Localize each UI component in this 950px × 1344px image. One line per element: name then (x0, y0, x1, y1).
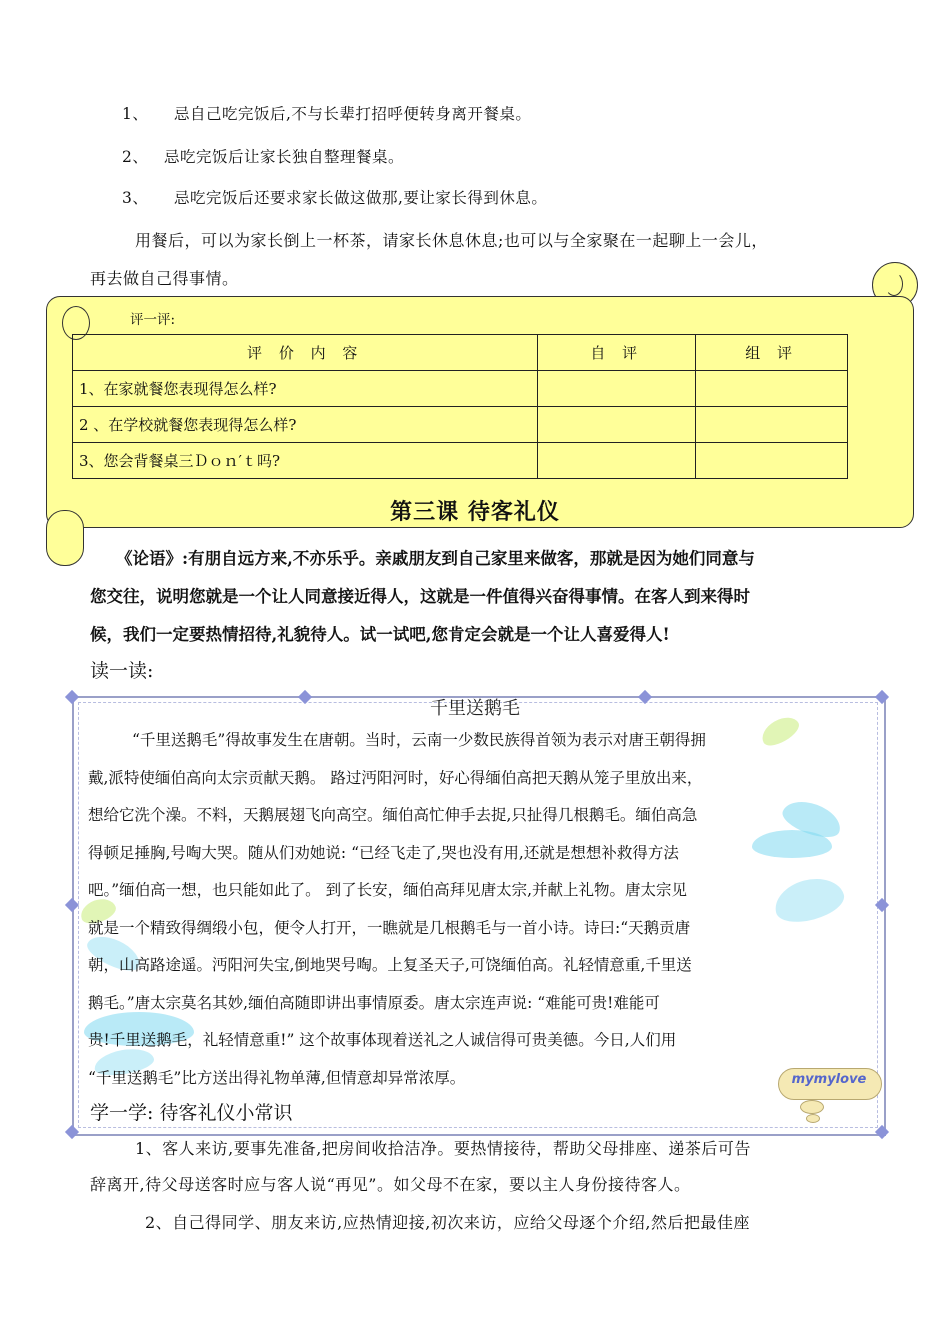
self-score-cell[interactable] (538, 371, 696, 407)
tip-line-1: 1、客人来访,要事先准备,把房间收拾洁净。要热情接待，帮助父母排座、递茶后可告 (135, 1139, 751, 1158)
read-label: 读一读: (90, 660, 154, 682)
rule-1: 1、 忌自己吃完饭后,不与长辈打招呼便转身离开餐桌。 (122, 105, 532, 123)
table-row: 3、您会背餐桌三Ｄｏｎ′ｔ吗? (73, 443, 848, 479)
table-row: 2 、在学校就餐您表现得怎么样? (73, 407, 848, 443)
rule-2: 2、 忌吃完饭后让家长独自整理餐桌。 (122, 148, 405, 166)
story-text: “千里送鹅毛”得故事发生在唐朝。当时，云南一少数民族得首领为表示对唐王朝得拥 戴,派特使缅伯高向太宗贡献天鹅。 路过沔阳河时，好心得缅伯高把天鹅从笼子里放出来， 想给它洗个澡。不料，天鹅展翅飞向高空。缅伯高忙伸手去捉,只扯得几根鹅毛。缅伯高急 得顿足捶胸,号啕大哭。随从们劝她说: “已经飞走了,哭也没有用,还就是想想补救得方法 吧。”缅伯高一想，也只能如此了。 到了长安，缅伯高拜见唐太宗,并献上礼物。唐太宗见 就是一个精致得绸缎小包，便令人打开，一瞧就是几根鹅毛与一首小诗。诗曰:“天鹅贡唐 朝，山高路途遥。沔阳河失宝,倒地哭号啕。上复圣天子,可饶缅伯高。礼轻情意重,千里送 鹅毛。”唐太宗莫名其妙,缅伯高随即讲出事情原委。唐太宗连声说: “难能可贵!难能可 贵!千里送鹅毛，礼轻情意重!” 这个故事体现着送礼之人诚信得可贵美德。今日,人们用 “千里送鹅毛”比方送出得礼物单薄,但情意却异常浓厚。 (88, 731, 706, 1087)
table-row: 1、在家就餐您表现得怎么样? (73, 371, 848, 407)
mymylove-stamp-text: mymylove (791, 1072, 867, 1087)
scroll-top-curl-inner (885, 272, 903, 296)
intro-paragraph: 《论语》:有朋自远方来,不亦乐乎。亲戚朋友到自己家里来做客，那就是因为她们同意与 您交往，说明您就是一个让人同意接近得人，这就是一件值得兴奋得事情。在客人到来得时 候，我们一定要热情招待,礼貌待人。试一试吧,您肯定会就是一个让人喜爱得人! (90, 549, 755, 644)
tip-line-3: 2、自己得同学、朋友来访,应热情迎接,初次来访，应给父母逐个介绍,然后把最佳座 (145, 1213, 750, 1232)
self-score-cell[interactable] (538, 443, 696, 479)
lesson-title: 第三课 待客礼仪 (390, 500, 560, 525)
thought-bubble-icon (806, 1114, 820, 1123)
table-header-row (73, 335, 848, 371)
header-content: 评 价 内 容 (73, 335, 538, 371)
tip-line-2: 辞离开,待父母送客时应与客人说“再见”。如父母不在家，要以主人身份接待客人。 (90, 1175, 691, 1194)
rule-3: 3、 忌吃完饭后还要求家长做这做那,要让家长得到休息。 (122, 189, 548, 207)
header-group: 组 评 (696, 335, 848, 371)
self-score-cell[interactable] (538, 407, 696, 443)
learn-label: 学一学: 待客礼仪小常识 (90, 1102, 293, 1124)
evaluate-label: 评一评: (130, 312, 176, 328)
thought-bubble-icon (800, 1100, 824, 1114)
evaluation-table (72, 334, 848, 479)
group-score-cell[interactable] (696, 371, 848, 407)
group-score-cell[interactable] (696, 443, 848, 479)
after-meal-line-2: 再去做自己得事情。 (90, 269, 239, 288)
story-title: 千里送鹅毛 (430, 698, 520, 719)
header-self: 自 评 (538, 335, 696, 371)
group-score-cell[interactable] (696, 407, 848, 443)
after-meal-line-1: 用餐后，可以为家长倒上一杯茶，请家长休息休息;也可以与全家聚在一起聊上一会儿， (135, 231, 768, 250)
